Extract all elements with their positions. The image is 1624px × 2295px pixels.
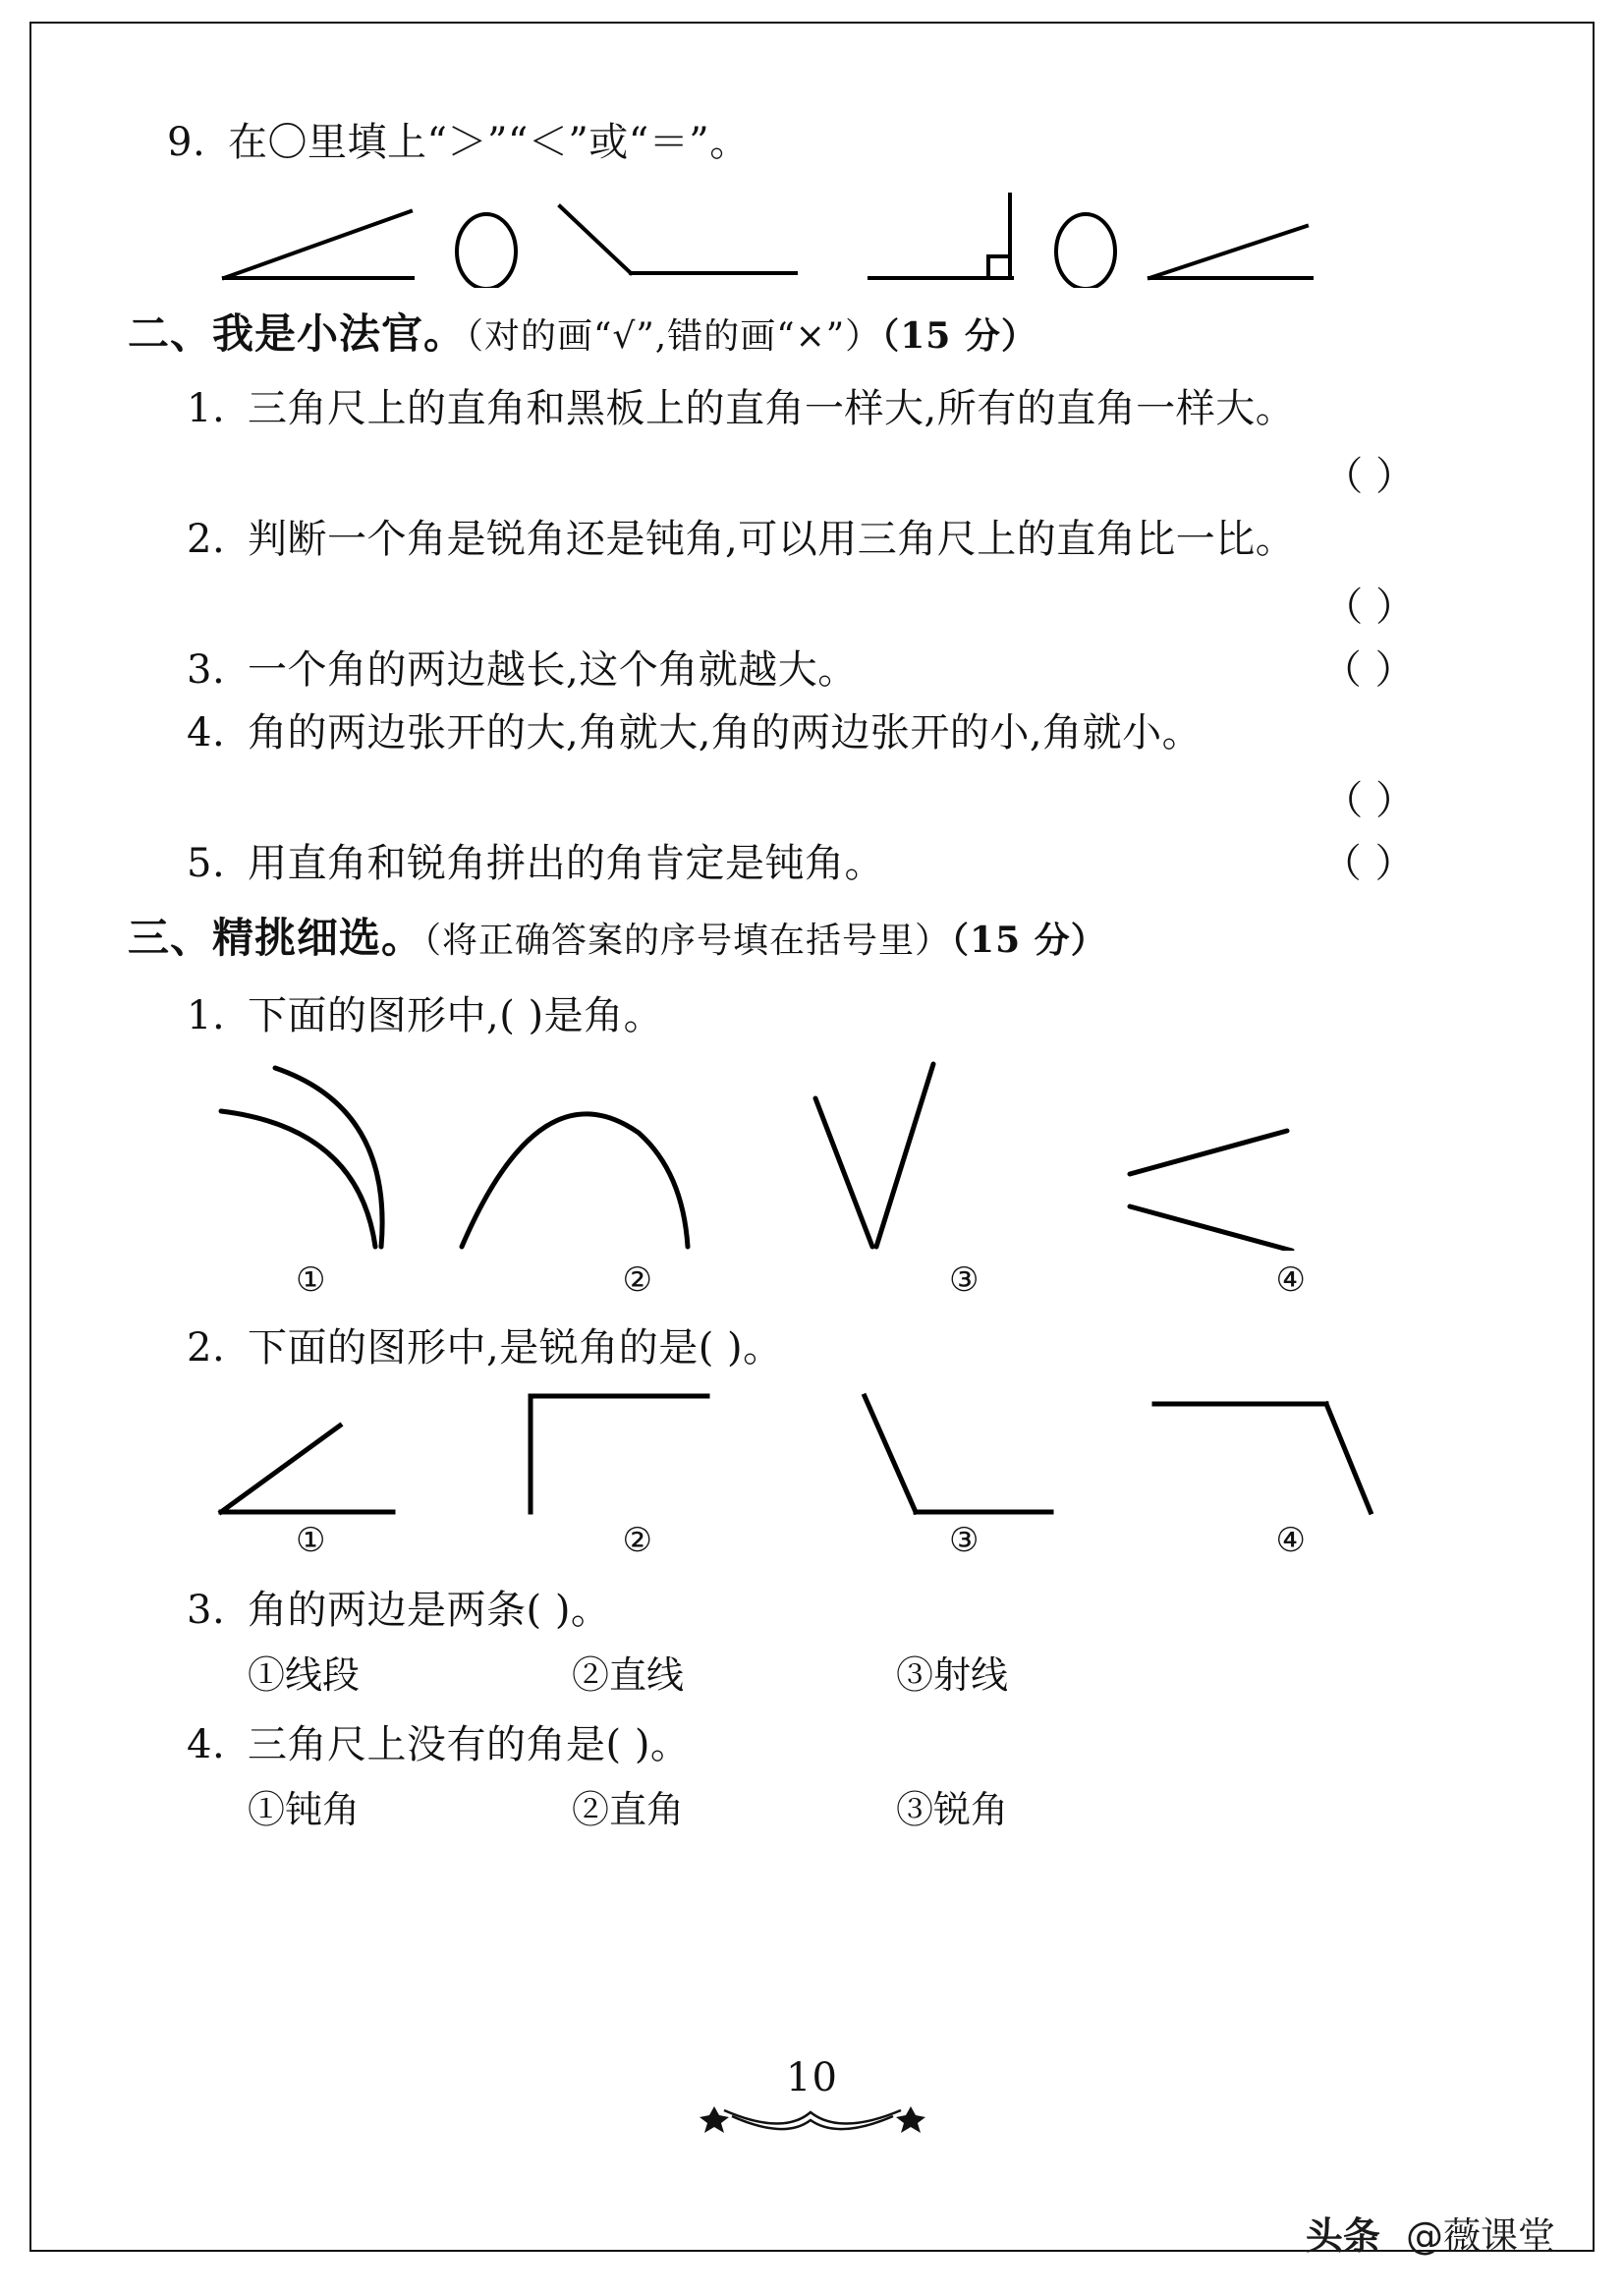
tf-question-5 [147,839,1454,888]
tf-question-2-text: 判断一个角是锐角还是钝角,可以用三角尺上的直角比一比。 [248,517,1296,563]
mc-question-1-text[interactable]: 下面的图形中,( )是角。 [248,992,664,1038]
tf-question-4-text: 角的两边张开的大,角就大,角的两边张开的小,角就小。 [248,710,1203,756]
tf-question-1 [147,384,1454,501]
tf-question-3 [147,645,1454,695]
section-three-subtitle: （将正确答案的序号填在括号里） [423,921,952,962]
mc-question-2-number: 2. [187,1324,226,1371]
mc2-label-2: ② [622,1520,652,1560]
figure-obtuse-angle-top [1154,1404,1371,1512]
mc4-option-1[interactable]: ①钝角 [248,1787,361,1831]
mc1-figures-svg [147,1054,1454,1251]
mc-question-4-row [187,1720,1454,1769]
mc3-option-1[interactable]: ①线段 [248,1652,361,1697]
watermark-logo: 头条 [1305,2214,1380,2258]
watermark-handle: @薇课堂 [1405,2214,1555,2258]
mc1-label-1: ① [296,1259,326,1300]
section-two-score: （15 分） [881,315,1037,357]
question-9-figures [147,185,1454,288]
tf-question-2-number: 2. [187,517,226,563]
mc-question-1-row [187,991,1454,1040]
figure-obtuse-angle-left [865,1396,1051,1512]
mc-question-2-figures [147,1386,1454,1519]
section-two-heading [128,309,1454,359]
tf-question-5-number: 5. [187,841,226,887]
section-three-title: 三、精挑细选。 [128,914,424,963]
mc-question-1-number: 1. [187,992,226,1038]
section-three-heading [128,914,1454,963]
mc-question-4-options [187,1779,1454,1833]
mc2-label-4: ④ [1275,1520,1306,1560]
mc2-label-1: ① [296,1520,326,1560]
question-9-row [167,118,1454,167]
mc3-option-2[interactable]: ②直线 [572,1652,685,1697]
tf-question-1-number: 1. [187,386,226,432]
worksheet-content [128,118,1454,1833]
mc1-label-4: ④ [1275,1259,1306,1300]
question-9-text: 在〇里填上“＞”“＜”或“＝”。 [228,120,750,165]
mc2-label-3: ③ [949,1520,980,1560]
figure-two-curves-meeting [221,1068,382,1247]
figure-two-disjoint-lines [1130,1131,1292,1251]
tf-question-4-answer-paren[interactable]: （ ） [1323,778,1415,824]
mc-question-3-text[interactable]: 角的两边是两条( )。 [248,1587,611,1633]
figure-right-angle-corner [531,1396,707,1512]
mc1-label-2: ② [622,1259,652,1300]
question-9-number: 9. [167,120,206,165]
page-number: 10 [786,2055,838,2100]
page-footer [0,2055,1624,2148]
mc-question-4-number: 4. [187,1721,226,1767]
tf-question-4 [147,708,1454,825]
footer-ornament-icon [685,2102,940,2148]
mc4-option-3[interactable]: ③锐角 [896,1787,1009,1831]
mc-question-1-labels [147,1260,1454,1300]
mc1-label-3: ③ [949,1259,980,1300]
figure-v-shape [815,1064,933,1247]
tf-question-3-text: 一个角的两边越长,这个角就越大。 [248,647,858,694]
tf-question-4-number: 4. [187,710,226,756]
compare-circle-1 [457,214,516,288]
section-three-score: （15 分） [951,920,1107,962]
mc-question-2-row [187,1323,1454,1372]
figure-acute-angle [221,1426,393,1512]
figure-arch-curve [462,1114,688,1247]
section-two-subtitle: （对的画“√”,错的画“×”） [466,316,882,357]
mc4-option-2[interactable]: ②直角 [572,1787,685,1831]
figure-acute-angle-low [1149,226,1312,278]
figure-obtuse-angle-down-left [560,206,796,273]
compare-circle-2 [1056,214,1115,288]
mc-question-1-figures [147,1054,1454,1251]
tf-question-1-text: 三角尺上的直角和黑板上的直角一样大,所有的直角一样大。 [248,386,1296,432]
mc2-figures-svg [147,1386,1454,1519]
tf-question-2-answer-paren[interactable]: （ ） [1323,585,1415,631]
angle-comparison-svg [147,185,1454,288]
mc-question-3-options [187,1645,1454,1699]
figure-acute-angle-open-right [224,211,413,278]
mc-question-3-number: 3. [187,1587,226,1633]
mc-question-2-labels [147,1521,1454,1560]
watermark [1306,2206,1555,2260]
mc3-option-3[interactable]: ③射线 [896,1652,1009,1697]
tf-question-1-answer-paren[interactable]: （ ） [1323,454,1415,500]
mc-question-3-row [187,1586,1454,1635]
tf-question-3-answer-paren[interactable]: （ ） [1321,647,1415,694]
mc-question-4-text[interactable]: 三角尺上没有的角是( )。 [248,1721,691,1767]
mc-question-2-text[interactable]: 下面的图形中,是锐角的是( )。 [248,1324,783,1371]
section-two-title: 二、我是小法官。 [128,309,467,358]
figure-right-angle-up [869,195,1012,278]
tf-question-2 [147,515,1454,632]
tf-question-3-number: 3. [187,647,226,694]
tf-question-5-answer-paren[interactable]: （ ） [1321,841,1415,887]
tf-question-5-text: 用直角和锐角拼出的角肯定是钝角。 [248,841,884,887]
